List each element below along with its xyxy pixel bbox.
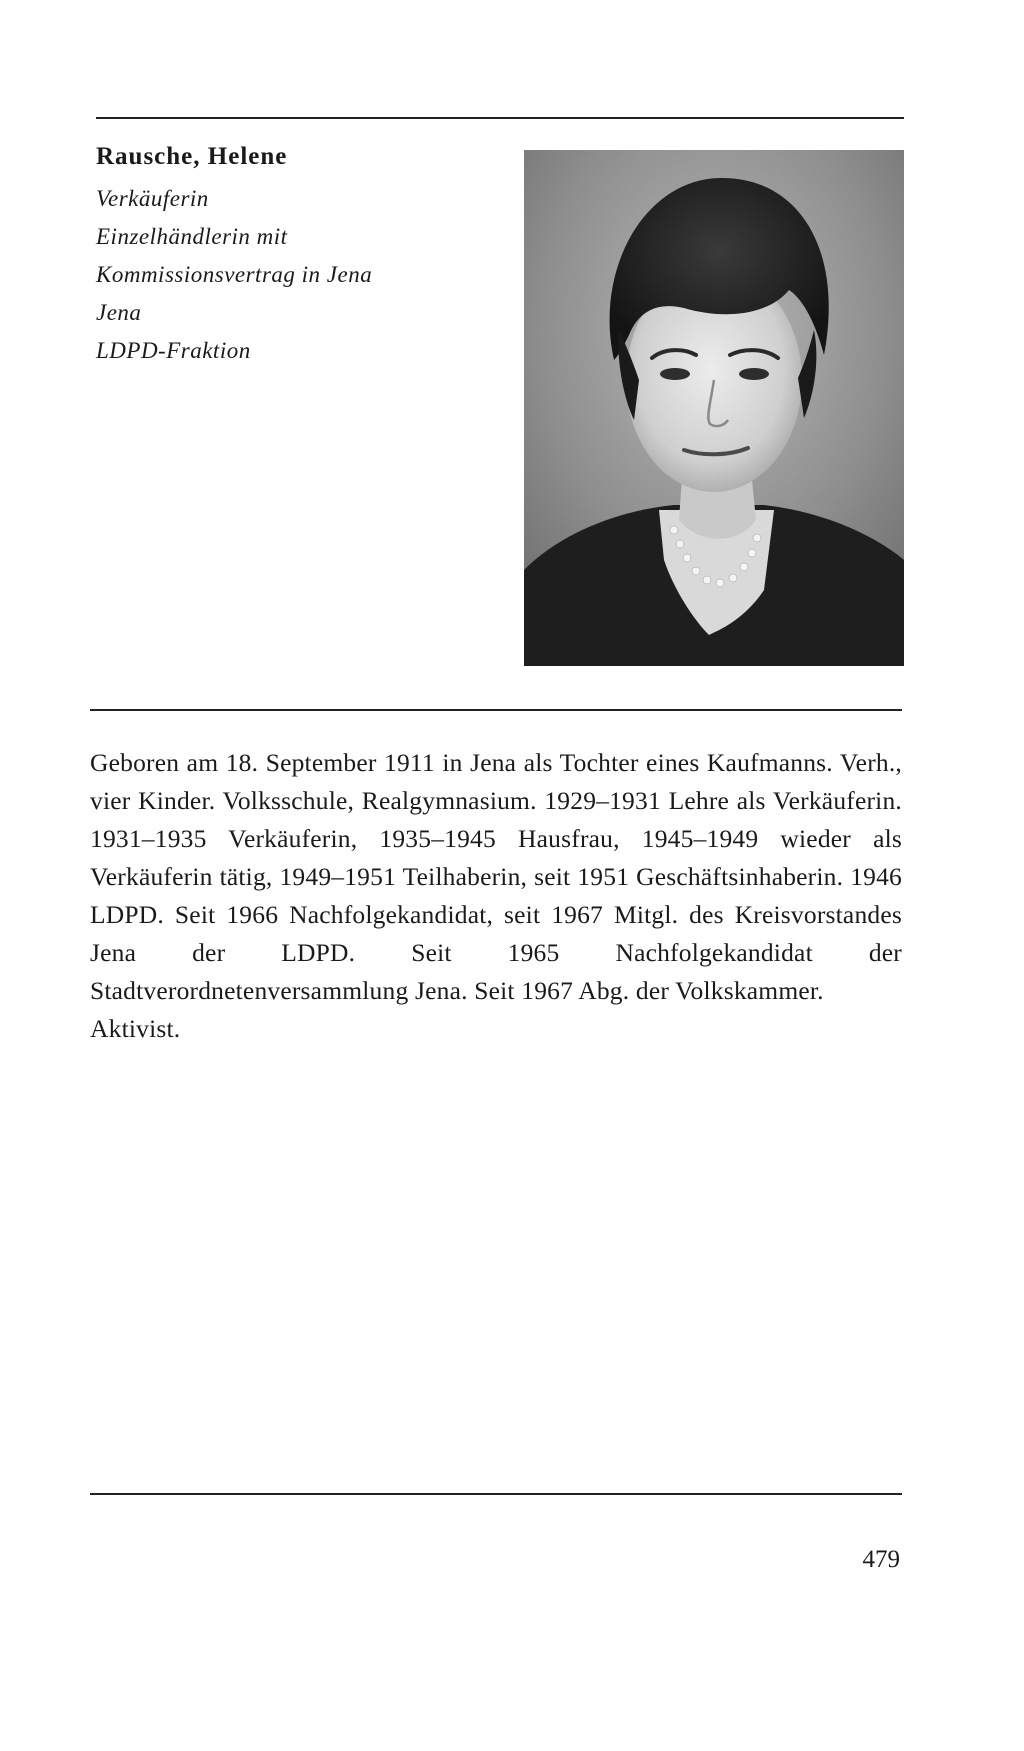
person-name: Rausche, Helene	[96, 143, 288, 170]
portrait-illustration	[524, 150, 904, 666]
portrait-photo	[524, 150, 904, 666]
page-number: 479	[862, 1546, 900, 1573]
constituency: Jena	[96, 300, 142, 325]
position-line-1: Einzelhändlerin mit	[96, 224, 288, 249]
bottom-rule	[90, 1493, 902, 1495]
biography	[90, 744, 902, 1048]
biography-award: Aktivist.	[90, 1014, 181, 1043]
faction: LDPD-Fraktion	[96, 338, 251, 363]
entry-header	[96, 140, 496, 370]
top-rule	[96, 117, 904, 119]
position-line-2: Kommissionsvertrag in Jena	[96, 262, 373, 287]
middle-rule	[90, 709, 902, 711]
biography-text: Geboren am 18. September 1911 in Jena als Tochter eines Kaufmanns. Verh., vier Kinder. Volksschule, Realgymnasium. 1929–1931 Lehre als Verkäuferin. 1931–1935 Verkäuferin, 1935–1945 Hausfrau, 1945–1949 wieder als Verkäuferin tätig, 1949–1951 Teilhaberin, seit 1951 Geschäftsinhaberin. 1946 LDPD. Seit 1966 Nachfolgekandidat, seit 1967 Mitgl. des Kreisvorstandes Jena der LDPD. Seit 1965 Nachfolgekandidat der Stadtverordnetenversammlung Jena. Seit 1967 Abg. der Volkskammer.	[90, 748, 902, 1005]
occupation: Verkäuferin	[96, 186, 209, 211]
